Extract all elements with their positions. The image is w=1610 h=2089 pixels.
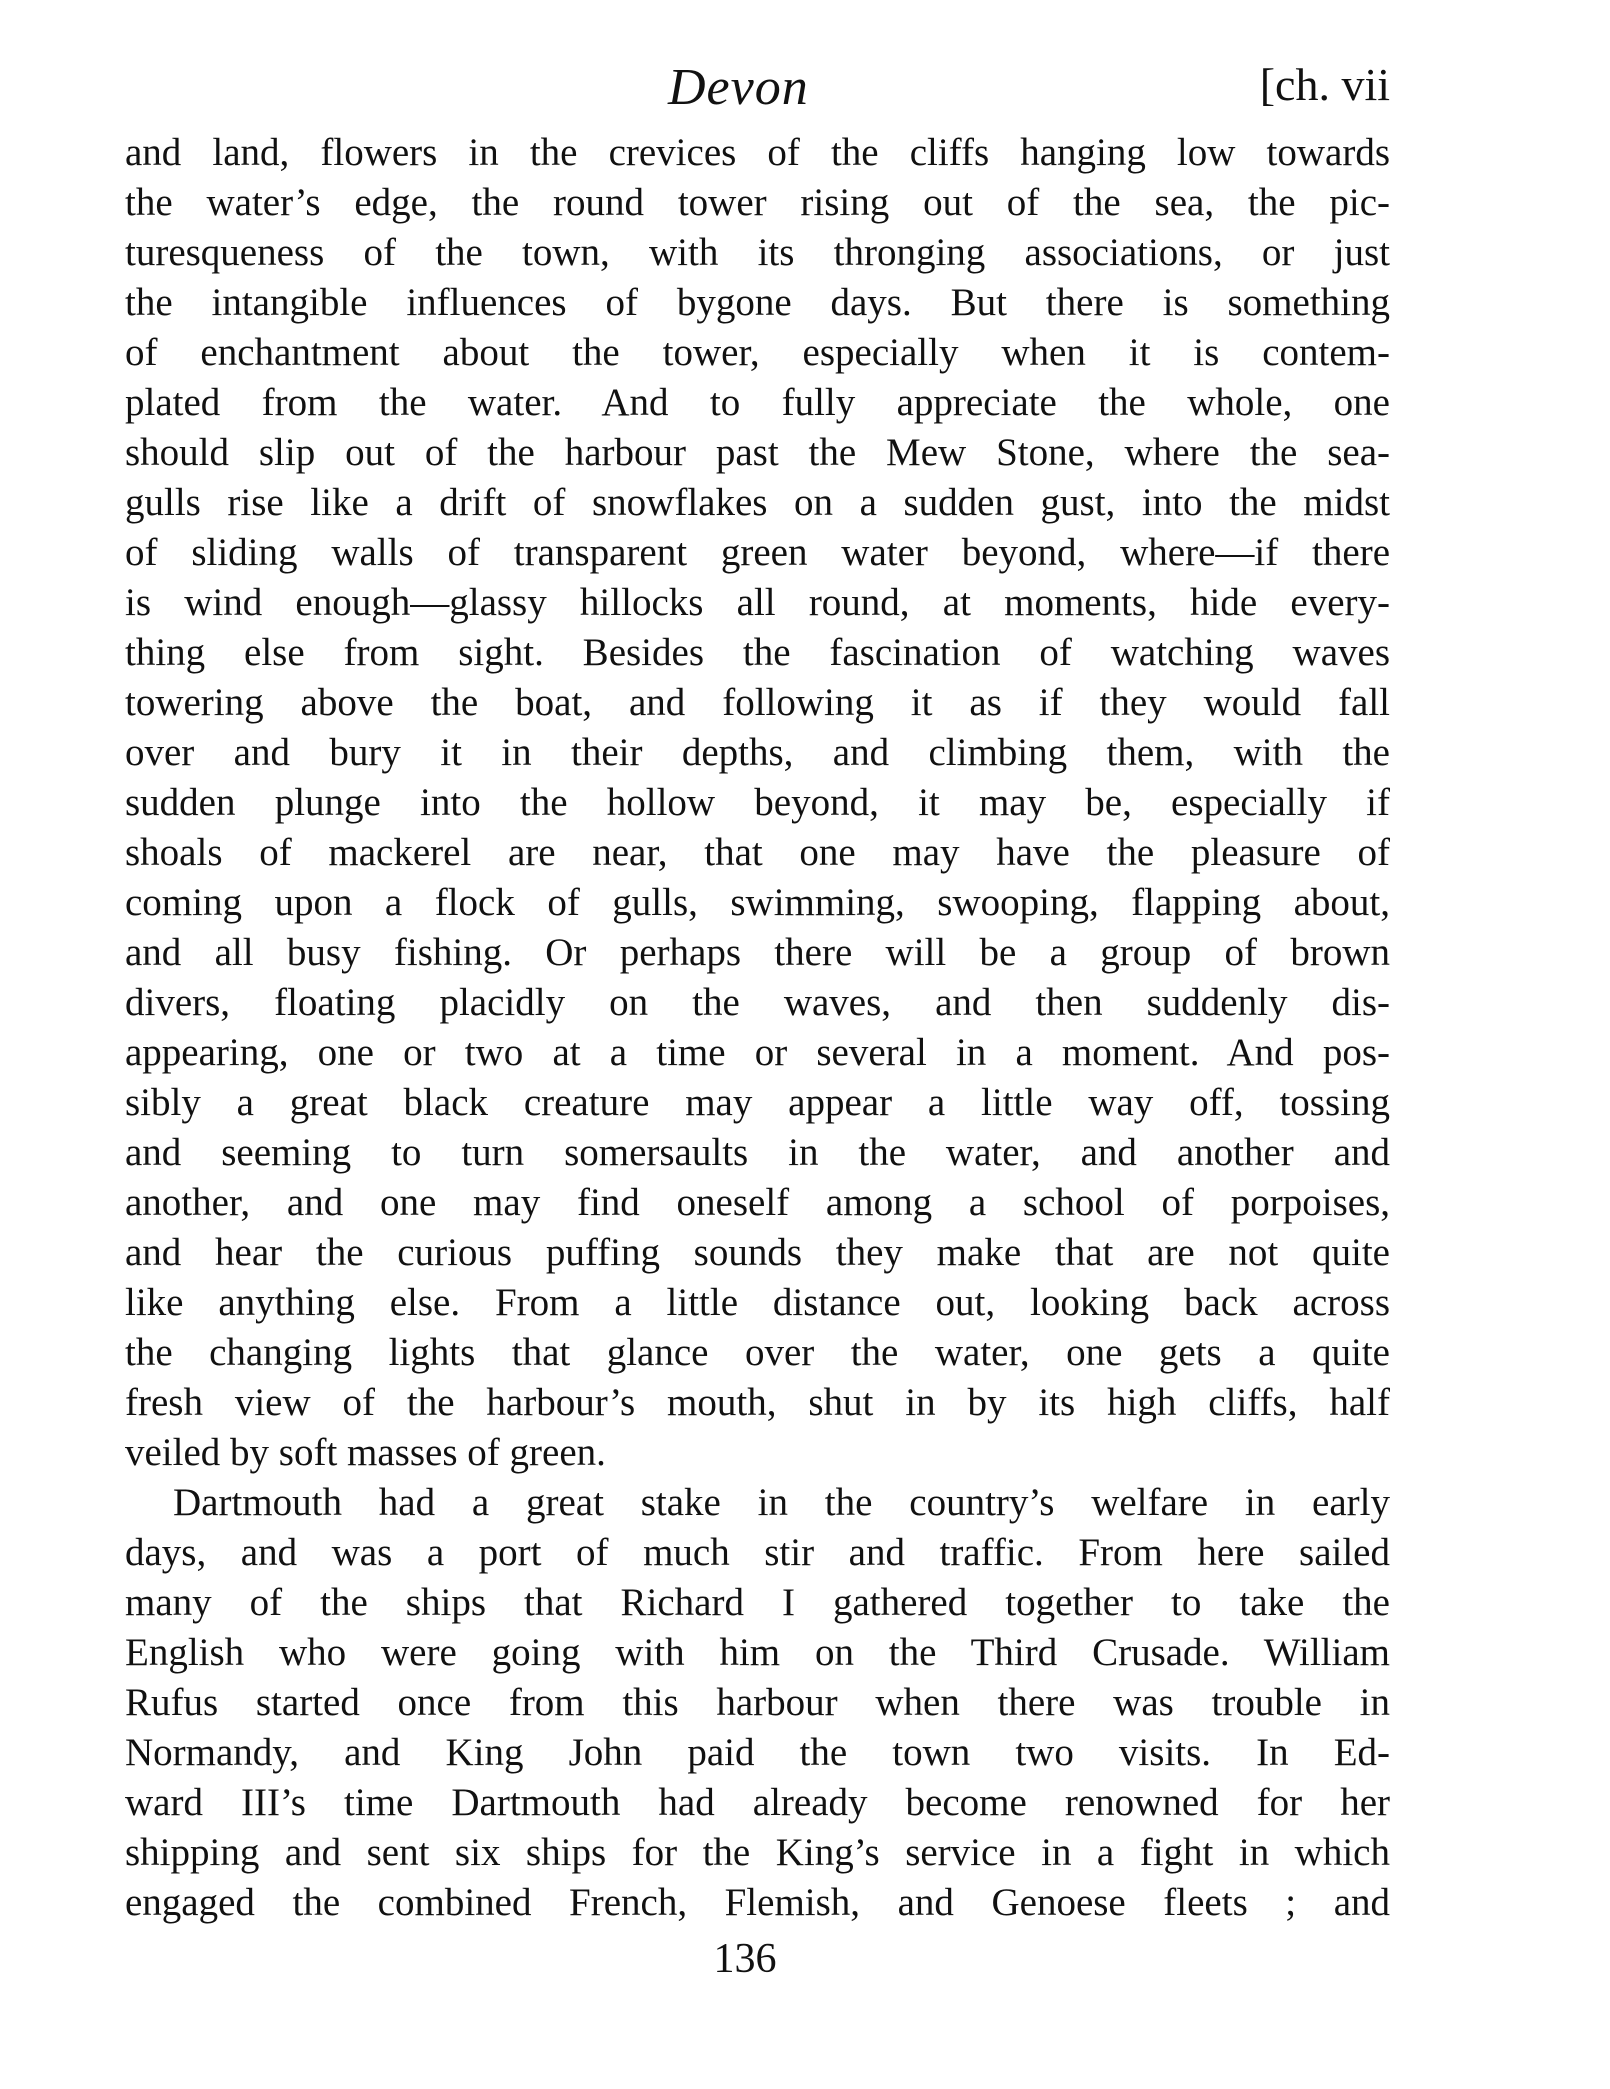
text-line: like anything else. From a little distance out, looking back across [125,1281,1390,1324]
text-line: English who were going with him on the Third Crusade. William [125,1631,1390,1674]
text-line: plated from the water. And to fully appreciate the whole, one [125,381,1390,424]
text-line: ward III’s time Dartmouth had already become renowned for her [125,1781,1390,1824]
paragraph [125,1478,1390,1928]
text-line: days, and was a port of much stir and traffic. From here sailed [125,1531,1390,1574]
text-line: another, and one may find oneself among a school of porpoises, [125,1181,1390,1224]
text-line: over and bury it in their depths, and climbing them, with the [125,731,1390,774]
text-line: and hear the curious puffing sounds they make that are not quite [125,1231,1390,1274]
text-line: turesqueness of the town, with its thronging associations, or just [125,231,1390,274]
running-title: Devon [668,59,809,116]
text-line: many of the ships that Richard I gathered together to take the [125,1581,1390,1624]
text-line: coming upon a flock of gulls, swimming, swooping, flapping about, [125,881,1390,924]
text-line: sibly a great black creature may appear a little way off, tossing [125,1081,1390,1124]
text-line: Normandy, and King John paid the town two visits. In Ed- [125,1731,1390,1774]
text-line: the intangible influences of bygone days. But there is something [125,281,1390,324]
text-line: of sliding walls of transparent green water beyond, where—if there [125,531,1390,574]
text-line: Rufus started once from this harbour when there was trouble in [125,1681,1390,1724]
text-line: should slip out of the harbour past the Mew Stone, where the sea- [125,431,1390,474]
text-line: and seeming to turn somersaults in the water, and another and [125,1131,1390,1174]
body-text [125,128,1390,1928]
paragraph [125,128,1390,1478]
text-line: fresh view of the harbour’s mouth, shut in by its high cliffs, half [125,1381,1390,1424]
chapter-label: [ch. vii [1259,59,1390,110]
text-line: is wind enough—glassy hillocks all round, at moments, hide every- [125,581,1390,624]
text-line: Dartmouth had a great stake in the country’s welfare in early [173,1481,1390,1524]
text-line: and all busy fishing. Or perhaps there will be a group of brown [125,931,1390,974]
text-line: thing else from sight. Besides the fascination of watching waves [125,631,1390,674]
text-line: shipping and sent six ships for the King’s service in a fight in which [125,1831,1390,1874]
text-line: the changing lights that glance over the water, one gets a quite [125,1331,1390,1374]
text-line: the water’s edge, the round tower rising out of the sea, the pic- [125,181,1390,224]
text-line: veiled by soft masses of green. [125,1431,606,1474]
text-line: gulls rise like a drift of snowflakes on a sudden gust, into the midst [125,481,1390,524]
text-line: and land, flowers in the crevices of the cliffs hanging low towards [125,131,1390,174]
text-line: engaged the combined French, Flemish, and Genoese fleets ; and [125,1881,1390,1924]
page-number: 136 [713,1936,777,1982]
text-line: appearing, one or two at a time or several in a moment. And pos- [125,1031,1390,1074]
text-line: divers, floating placidly on the waves, and then suddenly dis- [125,981,1390,1024]
text-line: of enchantment about the tower, especially when it is contem- [125,331,1390,374]
text-line: towering above the boat, and following it as if they would fall [125,681,1390,724]
text-line: shoals of mackerel are near, that one may have the pleasure of [125,831,1390,874]
text-line: sudden plunge into the hollow beyond, it may be, especially if [125,781,1390,824]
running-head [0,58,1610,128]
